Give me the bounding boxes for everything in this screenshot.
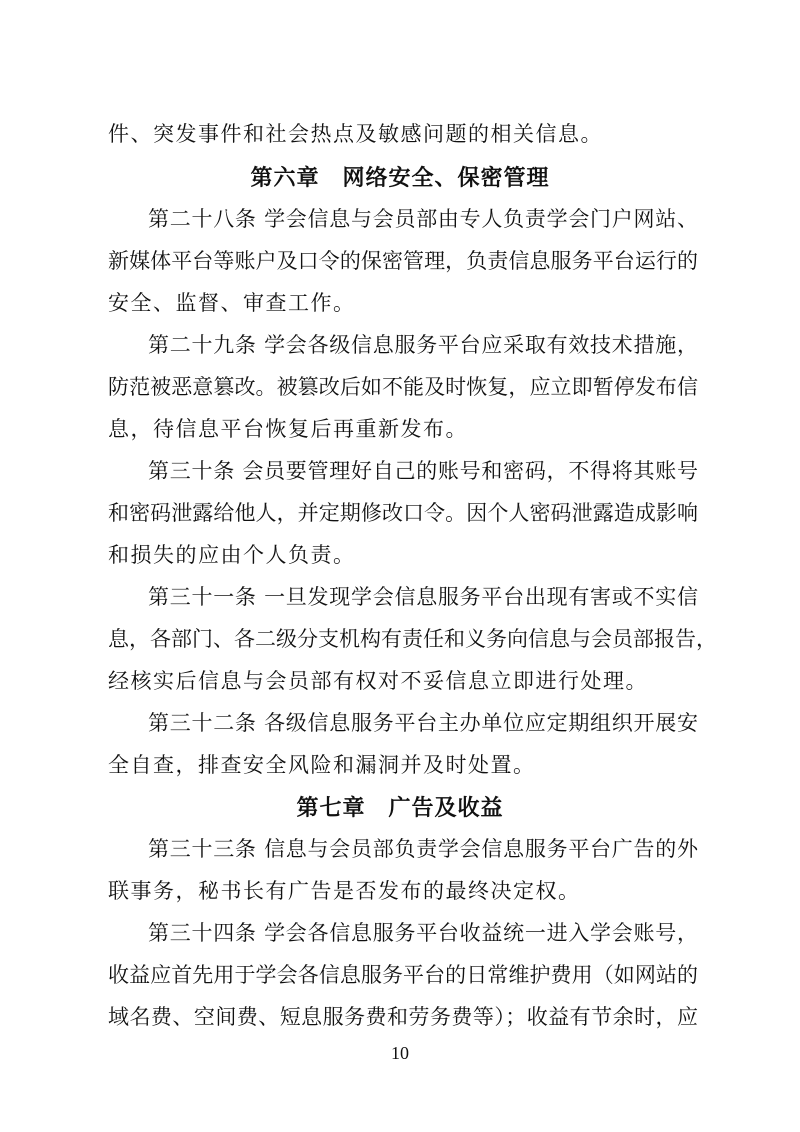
- text-line: 第三十四条 学会各信息服务平台收益统一进入学会账号，: [148, 921, 698, 945]
- text-line: 和密码泄露给他人，并定期修改口令。因个人密码泄露造成影响: [108, 501, 698, 525]
- chapter-heading: 第六章 网络安全、保密管理: [250, 165, 550, 191]
- text-line: 第三十二条 各级信息服务平台主办单位应定期组织开展安: [148, 711, 698, 735]
- chapter-heading: 第七章 广告及收益: [296, 795, 504, 821]
- text-line: 第二十九条 学会各级信息服务平台应采取有效技术措施，: [148, 333, 698, 357]
- text-line: 收益应首先用于学会各信息服务平台的日常维护费用（如网站的: [108, 963, 698, 987]
- text-line: 域名费、空间费、短息服务费和劳务费等）；收益有节余时，应: [108, 1005, 698, 1029]
- text-line: 联事务，秘书长有广告是否发布的最终决定权。: [108, 879, 581, 903]
- text-line: 息，待信息平台恢复后再重新发布。: [108, 417, 468, 441]
- text-line: 息，各部门、各二级分支机构有责任和义务向信息与会员部报告，: [108, 627, 717, 651]
- text-line: 第三十条 会员要管理好自己的账号和密码，不得将其账号: [148, 459, 698, 483]
- text-line: 第三十一条 一旦发现学会信息服务平台出现有害或不实信: [148, 585, 698, 609]
- page-number: 10: [391, 1043, 409, 1063]
- text-line: 第三十三条 信息与会员部负责学会信息服务平台广告的外: [148, 837, 698, 861]
- text-line: 新媒体平台等账户及口令的保密管理，负责信息服务平台运行的: [108, 249, 698, 273]
- text-line: 防范被恶意篡改。被篡改后如不能及时恢复，应立即暂停发布信: [108, 375, 698, 399]
- text-line: 件、突发事件和社会热点及敏感问题的相关信息。: [108, 122, 603, 146]
- text-line: 全自查，排查安全风险和漏洞并及时处置。: [108, 753, 536, 777]
- text-line: 经核实后信息与会员部有权对不妥信息立即进行处理。: [108, 669, 648, 693]
- text-line: 第二十八条 学会信息与会员部由专人负责学会门户网站、: [148, 207, 698, 231]
- text-line: 和损失的应由个人负责。: [108, 543, 356, 567]
- text-line: 安全、监督、审查工作。: [108, 291, 356, 315]
